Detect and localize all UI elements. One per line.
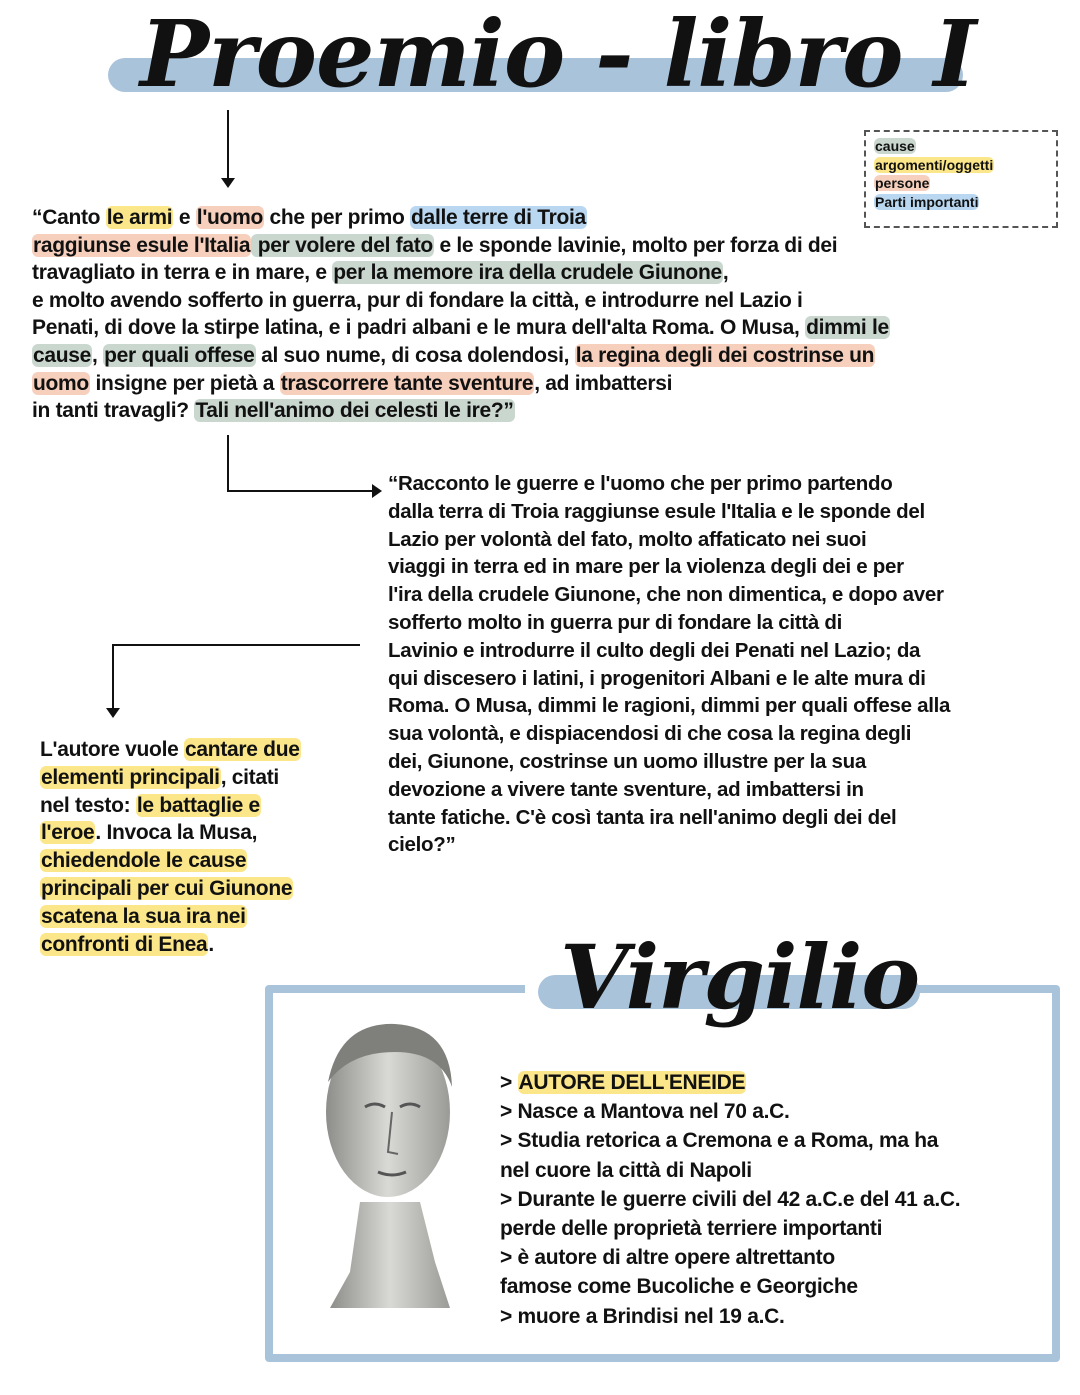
legend-parti-importanti: Parti importanti [875,193,979,210]
text-segment: e [173,206,196,229]
text-line [40,764,301,792]
text-segment: l'ira della crudele Giunone, che non dimentica, e dopo aver [388,583,944,607]
original-text [32,204,890,425]
text-line [388,831,950,859]
text-line [40,736,301,764]
text-segment: famose come Bucoliche e Georgiche [500,1275,858,1299]
text-line [500,1185,960,1214]
highlighted-text: uomo [33,371,89,395]
text-line [40,847,301,875]
text-line [388,498,950,526]
text-segment: dei, Giunone, costrinse un uomo illustre per la sua [388,749,866,773]
text-segment: , ad imbattersi [534,371,673,395]
text-segment: e molto avendo sofferto in guerra, pur di fondare la città, e introdurre nel Lazio i [32,288,803,312]
text-segment: Lavinio e introdurre il culto degli dei Penati nel Lazio; da [388,638,921,662]
text-line [500,1214,960,1243]
text-segment: . [208,932,214,956]
highlighted-text: l'eroe [41,821,95,845]
text-line [388,748,950,776]
text-line [32,342,890,370]
text-line [500,1243,960,1272]
highlighted-text: Tali nell'animo dei celesti le ire?” [195,399,514,423]
text-segment: > Studia retorica a Cremona e a Roma, ma ha [500,1129,939,1153]
text-segment: > Durante le guerre civili del 42 a.C.e del 41 a.C. [500,1187,961,1211]
highlighted-text: raggiunse esule l'Italia [33,233,251,257]
text-line [388,470,950,498]
text-line [32,232,890,260]
text-segment: “Racconto le guerre e l'uomo che per primo partendo [388,472,893,495]
text-segment: > Nasce a Mantova nel 70 a.C. [500,1100,790,1124]
highlighted-text: elementi principali [41,765,220,789]
text-segment: che per primo [263,206,411,229]
text-line [40,903,301,931]
text-line [388,776,950,804]
highlighted-text: l'uomo [196,206,263,229]
text-segment: Lazio per volontà del fato, molto affaticato nei suoi [388,527,867,551]
text-line [500,1272,960,1301]
text-segment: , citati [220,765,279,789]
text-segment: e le sponde lavinie, molto per forza di dei [433,233,838,257]
text-line [32,259,890,287]
highlighted-text: per la memore ira della crudele Giunone [333,261,722,285]
highlighted-text: per volere del fato [252,233,433,257]
arrow-head-icon [106,708,120,718]
text-line [32,370,890,398]
highlighted-text: cause [33,343,92,367]
text-segment: L'autore vuole [40,738,185,761]
summary-text [40,736,301,958]
text-line [40,792,301,820]
text-line [40,819,301,847]
highlighted-text: chiedendole le cause [41,849,247,873]
text-segment: devozione a vivere tante sventure, ad imbattersi in [388,777,864,801]
text-segment: travagliato in terra e in mare, e [32,261,333,285]
text-line [500,1068,960,1097]
text-segment: nel testo: [40,793,136,817]
text-segment: Roma. O Musa, dimmi le ragioni, dimmi per quali offese alla [388,694,951,718]
virgilio-facts [500,1068,960,1331]
highlighted-text: le armi [106,206,173,229]
text-line [388,804,950,832]
legend-persone: persone [875,175,930,191]
virgil-bust-image [300,1012,475,1310]
text-line [500,1156,960,1185]
text-segment: , [92,343,104,367]
text-segment: tante fatiche. C'è così tanta ira nell'animo degli dei del [388,805,897,829]
text-segment: perde delle proprietà terriere importanti [500,1217,883,1241]
paraphrase-text [388,470,950,859]
highlighted-text: dimmi le [806,316,889,340]
text-line [32,287,890,315]
highlighted-text: dalle terre di Troia [411,206,586,229]
text-segment: dalla terra di Troia raggiunse esule l'Italia e le sponde del [388,499,925,523]
arrow-down-1 [227,110,229,182]
text-segment: sofferto molto in guerra pur di fondare la città di [388,610,842,634]
highlighted-text: principali per cui Giunone [41,876,293,900]
legend-cause: cause [875,138,915,154]
text-segment: nel cuore la città di Napoli [500,1158,752,1182]
text-line [388,581,950,609]
text-segment: > muore a Brindisi nel 19 a.C. [500,1304,785,1328]
text-segment: > è autore di altre opere altrettanto [500,1246,835,1270]
highlighted-text: scatena la sua ira nei [41,904,246,928]
text-segment: in tanti travagli? [32,399,195,423]
text-line [32,314,890,342]
highlighted-text: le battaglie e [136,793,260,817]
text-segment: . Invoca la Musa, [95,821,258,845]
highlighted-text: trascorrere tante sventure [280,371,534,395]
arrow-head-icon [372,484,382,498]
highlighted-text: la regina degli dei costrinse un [575,343,875,367]
text-line [388,692,950,720]
text-line [388,665,950,693]
highlight-legend [864,130,1058,228]
text-segment: insigne per pietà a [89,371,280,395]
arrow-3-vertical [112,644,114,712]
highlighted-text: cantare due [185,738,300,761]
text-line [388,720,950,748]
highlighted-text: confronti di Enea [41,932,208,956]
highlighted-text: per quali offese [104,343,255,367]
arrow-3-horizontal [112,644,360,646]
text-line [388,637,950,665]
text-segment: qui discesero i latini, i progenitori Albani e le alte mura di [388,666,926,690]
legend-argomenti: argomenti/oggetti [875,156,994,173]
text-line [32,397,890,425]
arrow-2-vertical [227,435,229,492]
text-line [388,553,950,581]
text-line [388,526,950,554]
text-line [500,1097,960,1126]
text-line [500,1302,960,1331]
text-line [388,609,950,637]
text-line [32,204,890,232]
text-segment: “Canto [32,206,106,229]
text-line [500,1126,960,1155]
page-title: Proemio - libro I [140,0,976,108]
highlighted-text: AUTORE DELL'ENEIDE [518,1071,746,1094]
arrow-2-horizontal [227,490,375,492]
virgilio-title: Virgilio [560,925,920,1029]
text-line [40,875,301,903]
text-segment: al suo nume, di cosa dolendosi, [255,343,575,367]
text-segment: > [500,1071,518,1094]
text-segment: cielo?” [388,833,456,857]
text-segment: Penati, di dove la stirpe latina, e i padri albani e le mura dell'alta Roma. O Musa, [32,316,806,340]
text-segment: , [722,261,729,285]
text-segment: viaggi in terra ed in mare per la violenza degli dei e per [388,555,904,579]
arrow-head-icon [221,178,235,188]
text-segment: sua volontà, e dispiacendosi di che cosa la regina degli [388,722,912,746]
text-line [40,931,301,959]
